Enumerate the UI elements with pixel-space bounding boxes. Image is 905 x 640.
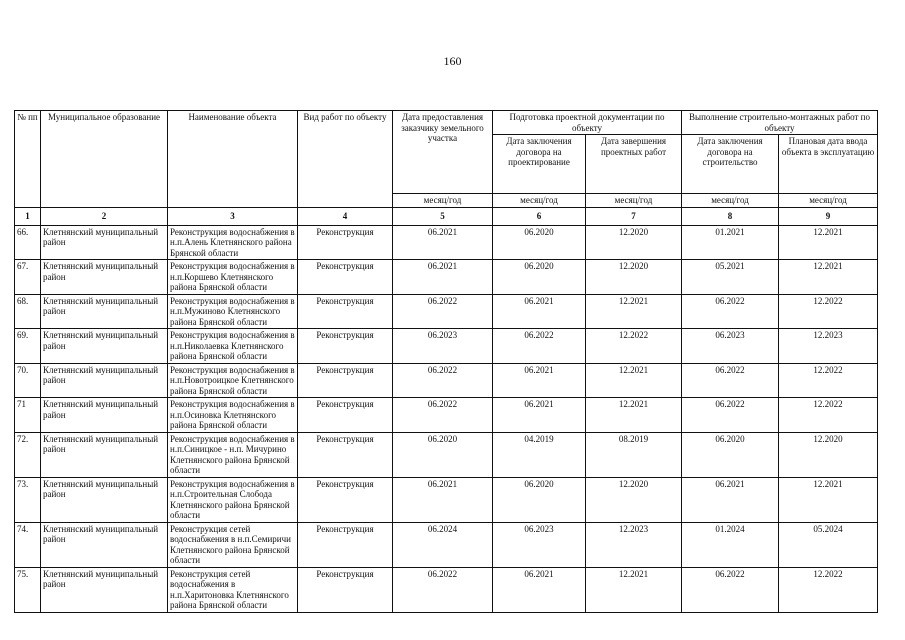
cell-land-date: 06.2020 [393, 432, 493, 477]
cell-construction-contract: 06.2023 [682, 329, 779, 364]
header-row-column-numbers [15, 207, 878, 225]
cell-num: 75. [15, 567, 41, 612]
cell-num: 74. [15, 522, 41, 567]
cell-construction-contract: 01.2024 [682, 522, 779, 567]
cell-design-complete: 12.2021 [586, 567, 682, 612]
cell-commissioning: 12.2020 [779, 432, 878, 477]
cell-municipality: Клетнянский муниципальный район [41, 294, 168, 329]
cell-object: Реконструкция водоснабжения в н.п.Коршево Клетнянского района Брянской области [168, 260, 298, 295]
header-design-complete: Дата завершения проектных работ [586, 135, 682, 194]
cell-object: Реконструкция водоснабжения в н.п.Мужиново Клетнянского района Брянской области [168, 294, 298, 329]
cell-commissioning: 12.2021 [779, 260, 878, 295]
cell-work-type: Реконструкция [298, 432, 393, 477]
cell-design-contract: 06.2020 [493, 477, 586, 522]
cell-num: 67. [15, 260, 41, 295]
cell-land-date: 06.2024 [393, 522, 493, 567]
cell-construction-contract: 06.2021 [682, 477, 779, 522]
column-number: 2 [41, 207, 168, 225]
cell-object: Реконструкция сетей водоснабжения в н.п.Харитоновка Клетнянского района Брянской области [168, 567, 298, 612]
cell-municipality: Клетнянский муниципальный район [41, 363, 168, 398]
unit-label: месяц/год [586, 194, 682, 208]
table-row [15, 260, 878, 295]
cell-land-date: 06.2021 [393, 260, 493, 295]
cell-object: Реконструкция сетей водоснабжения в н.п.Семиричи Клетнянского района Брянской области [168, 522, 298, 567]
cell-object: Реконструкция водоснабжения в н.п.Синицкое - н.п. Мичурино Клетнянского района Брянской области [168, 432, 298, 477]
cell-design-complete: 12.2021 [586, 294, 682, 329]
cell-design-contract: 06.2020 [493, 260, 586, 295]
cell-work-type: Реконструкция [298, 363, 393, 398]
header-work-type: Вид работ по объекту [298, 111, 393, 208]
cell-commissioning: 12.2023 [779, 329, 878, 364]
cell-num: 73. [15, 477, 41, 522]
column-number: 1 [15, 207, 41, 225]
cell-land-date: 06.2022 [393, 398, 493, 433]
column-number: 5 [393, 207, 493, 225]
cell-construction-contract: 05.2021 [682, 260, 779, 295]
table-row [15, 477, 878, 522]
cell-design-contract: 06.2022 [493, 329, 586, 364]
header-row-groups [15, 111, 878, 135]
header-design-contract: Дата заключения договора на проектирование [493, 135, 586, 194]
unit-label: месяц/год [779, 194, 878, 208]
table-row [15, 329, 878, 364]
table-row [15, 432, 878, 477]
cell-construction-contract: 06.2022 [682, 363, 779, 398]
cell-municipality: Клетнянский муниципальный район [41, 260, 168, 295]
cell-num: 68. [15, 294, 41, 329]
table-row [15, 294, 878, 329]
unit-label: месяц/год [393, 194, 493, 208]
column-number: 8 [682, 207, 779, 225]
header-object: Наименование объекта [168, 111, 298, 208]
cell-municipality: Клетнянский муниципальный район [41, 398, 168, 433]
cell-construction-contract: 06.2022 [682, 398, 779, 433]
cell-work-type: Реконструкция [298, 398, 393, 433]
column-number: 9 [779, 207, 878, 225]
cell-object: Реконструкция водоснабжения в н.п.Новотроицкое Клетнянского района Брянской области [168, 363, 298, 398]
column-number: 3 [168, 207, 298, 225]
cell-municipality: Клетнянский муниципальный район [41, 522, 168, 567]
cell-municipality: Клетнянский муниципальный район [41, 567, 168, 612]
cell-object: Реконструкция водоснабжения в н.п.Строительная Слобода Клетнянского района Брянской области [168, 477, 298, 522]
cell-design-contract: 06.2023 [493, 522, 586, 567]
table-body [15, 225, 878, 612]
cell-municipality: Клетнянский муниципальный район [41, 477, 168, 522]
cell-object: Реконструкция водоснабжения в н.п.Алень Клетнянского района Брянской области [168, 225, 298, 260]
cell-object: Реконструкция водоснабжения в н.п.Николаевка Клетнянского района Брянской области [168, 329, 298, 364]
cell-construction-contract: 06.2022 [682, 567, 779, 612]
cell-municipality: Клетнянский муниципальный район [41, 329, 168, 364]
cell-design-contract: 06.2020 [493, 225, 586, 260]
header-construction-group: Выполнение строительно-монтажных работ по объекту [682, 111, 878, 135]
cell-design-contract: 06.2021 [493, 398, 586, 433]
cell-commissioning: 12.2021 [779, 477, 878, 522]
cell-construction-contract: 06.2022 [682, 294, 779, 329]
objects-schedule-table [14, 110, 878, 613]
cell-construction-contract: 01.2021 [682, 225, 779, 260]
cell-work-type: Реконструкция [298, 329, 393, 364]
cell-design-complete: 08.2019 [586, 432, 682, 477]
cell-construction-contract: 06.2020 [682, 432, 779, 477]
cell-design-complete: 12.2020 [586, 477, 682, 522]
header-land-date: Дата предоставления заказчику земельного участка [393, 111, 493, 194]
table-row [15, 225, 878, 260]
unit-label: месяц/год [682, 194, 779, 208]
column-number: 7 [586, 207, 682, 225]
cell-commissioning: 12.2022 [779, 398, 878, 433]
table-header [15, 111, 878, 226]
cell-commissioning: 12.2021 [779, 225, 878, 260]
cell-design-complete: 12.2022 [586, 329, 682, 364]
cell-design-contract: 06.2021 [493, 567, 586, 612]
cell-num: 70. [15, 363, 41, 398]
cell-commissioning: 12.2022 [779, 567, 878, 612]
cell-land-date: 06.2021 [393, 477, 493, 522]
cell-commissioning: 12.2022 [779, 294, 878, 329]
unit-label: месяц/год [493, 194, 586, 208]
cell-object: Реконструкция водоснабжения в н.п.Осиновка Клетнянского района Брянской области [168, 398, 298, 433]
cell-num: 69. [15, 329, 41, 364]
cell-num: 66. [15, 225, 41, 260]
cell-design-contract: 06.2021 [493, 294, 586, 329]
cell-land-date: 06.2022 [393, 363, 493, 398]
header-construction-contract: Дата заключения договора на строительство [682, 135, 779, 194]
cell-land-date: 06.2023 [393, 329, 493, 364]
cell-work-type: Реконструкция [298, 567, 393, 612]
page-number: 160 [443, 54, 462, 68]
cell-design-contract: 06.2021 [493, 363, 586, 398]
cell-design-complete: 12.2021 [586, 398, 682, 433]
cell-work-type: Реконструкция [298, 477, 393, 522]
header-commissioning: Плановая дата ввода объекта в эксплуатацию [779, 135, 878, 194]
cell-design-complete: 12.2020 [586, 225, 682, 260]
cell-municipality: Клетнянский муниципальный район [41, 225, 168, 260]
cell-num: 71 [15, 398, 41, 433]
cell-design-complete: 12.2021 [586, 363, 682, 398]
cell-work-type: Реконструкция [298, 260, 393, 295]
table-row [15, 522, 878, 567]
cell-work-type: Реконструкция [298, 522, 393, 567]
cell-design-complete: 12.2023 [586, 522, 682, 567]
cell-municipality: Клетнянский муниципальный район [41, 432, 168, 477]
table-row [15, 363, 878, 398]
cell-land-date: 06.2022 [393, 294, 493, 329]
cell-work-type: Реконструкция [298, 294, 393, 329]
cell-land-date: 06.2022 [393, 567, 493, 612]
table-row [15, 398, 878, 433]
header-design-group: Подготовка проектной документации по объекту [493, 111, 682, 135]
column-number: 6 [493, 207, 586, 225]
table-row [15, 567, 878, 612]
cell-commissioning: 12.2022 [779, 363, 878, 398]
header-municipality: Муниципальное образование [41, 111, 168, 208]
cell-work-type: Реконструкция [298, 225, 393, 260]
cell-num: 72. [15, 432, 41, 477]
cell-commissioning: 05.2024 [779, 522, 878, 567]
cell-design-complete: 12.2020 [586, 260, 682, 295]
cell-land-date: 06.2021 [393, 225, 493, 260]
header-num: № пп [15, 111, 41, 208]
column-number: 4 [298, 207, 393, 225]
cell-design-contract: 04.2019 [493, 432, 586, 477]
